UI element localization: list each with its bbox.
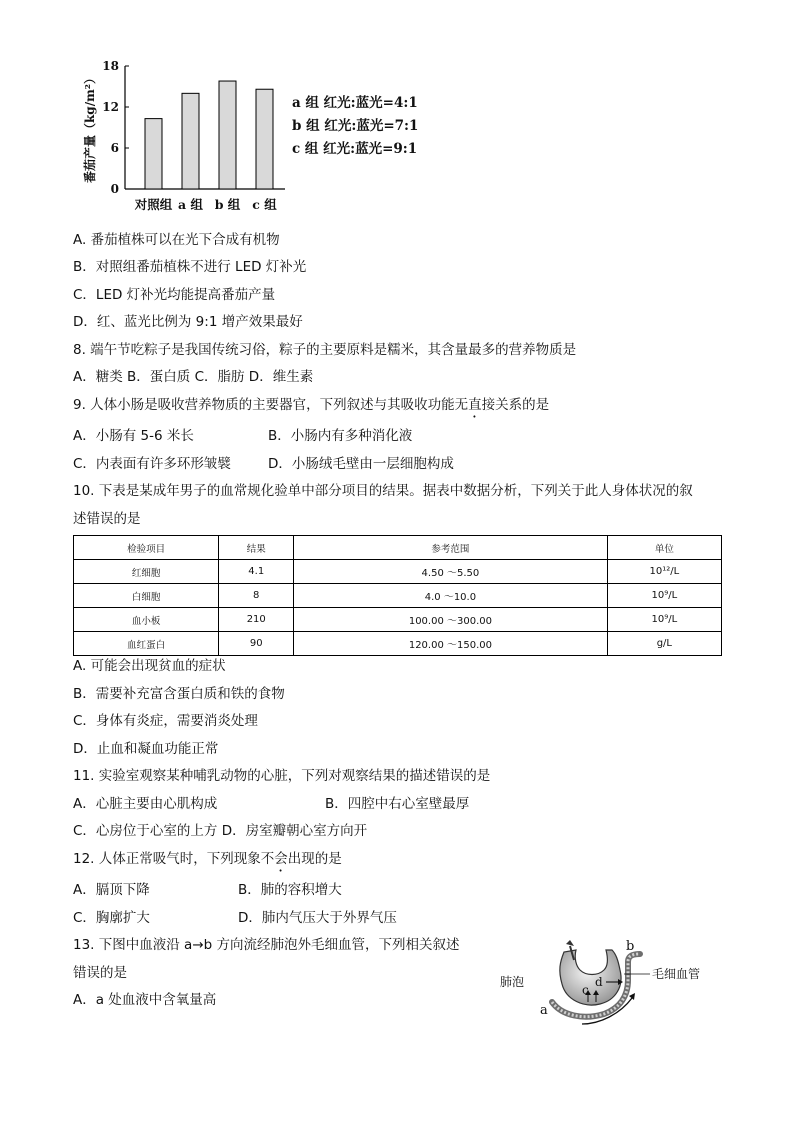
legend-item-a: a 组 红光:蓝光=4:1: [292, 95, 418, 111]
alveolus-capillary-diagram: [500, 940, 730, 1025]
q13-stem-line2: 错误的是: [73, 965, 127, 981]
q12-option-c: C．胸廓扩大: [73, 910, 150, 926]
table-cell: 10⁹/L: [607, 608, 721, 632]
q10-option-a: A. 可能会出现贫血的症状: [73, 658, 226, 674]
table-header: 检验项目: [74, 536, 219, 560]
q12-stem: [73, 850, 342, 875]
table-cell: 120.00 ～150.00: [294, 632, 608, 656]
q10-stem-line2: 述错误的是: [73, 511, 141, 527]
x-tick-label: c 组: [252, 197, 277, 212]
table-header: 单位: [607, 536, 721, 560]
q9-stem: [73, 396, 549, 421]
bar-1: [182, 93, 199, 189]
q11-options-cd: C．心房位于心室的上方 D．房室瓣朝心室方向开: [73, 823, 368, 839]
q9-option-c: C．内表面有许多环形皱襞: [73, 456, 231, 472]
label-d: d: [595, 975, 603, 989]
q12-option-a: A．膈顶下降: [73, 882, 150, 898]
table-cell: 4.1: [219, 560, 294, 584]
table-cell: 8: [219, 584, 294, 608]
x-tick-label: b 组: [214, 197, 241, 212]
q8-stem: 8. 端午节吃粽子是我国传统习俗，粽子的主要原料是糯米，其含量最多的营养物质是: [73, 342, 577, 358]
label-c: c: [582, 983, 589, 997]
q8-options: A．糖类 B．蛋白质 C．脂肪 D．维生素: [73, 369, 314, 385]
table-cell: 210: [219, 608, 294, 632]
y-tick-label: 0: [110, 182, 119, 196]
q9-emphasis: 直: [468, 397, 482, 413]
q9-option-b: B．小肠内有多种消化液: [268, 428, 413, 444]
legend-item-b: b 组 红光:蓝光=7:1: [292, 118, 419, 134]
alveolus-shape: [560, 950, 621, 1005]
table-header: 结果: [219, 536, 294, 560]
q10-stem-line1: 10. 下表是某成年男子的血常规化验单中部分项目的结果。据表中数据分析，下列关于此人身体状况的叙: [73, 483, 693, 499]
x-tick-label: 对照组: [134, 197, 173, 212]
label-capillary: 毛细血管: [652, 967, 701, 981]
y-tick-label: 12: [102, 100, 119, 114]
bar-0: [145, 119, 162, 189]
y-tick-label: 6: [110, 141, 119, 155]
blood-test-table: [73, 535, 722, 656]
q11-option-b: B．四腔中右心室壁最厚: [325, 796, 470, 812]
legend-item-c: c 组 红光:蓝光=9:1: [292, 141, 418, 157]
table-row: [74, 560, 722, 584]
table-cell: 4.0 ～10.0: [294, 584, 608, 608]
q9-option-d: D．小肠绒毛壁由一层细胞构成: [268, 456, 454, 472]
table-row: [74, 584, 722, 608]
table-cell: 4.50 ～5.50: [294, 560, 608, 584]
q10-option-c: C．身体有炎症，需要消炎处理: [73, 713, 258, 729]
q12-emphasis: 会: [274, 851, 288, 867]
tomato-yield-bar-chart: [70, 55, 290, 220]
table-cell: 90: [219, 632, 294, 656]
bar-2: [219, 81, 236, 189]
q11-stem: 11. 实验室观察某种哺乳动物的心脏，下列对观察结果的描述错误的是: [73, 768, 491, 784]
q12-option-d: D．肺内气压大于外界气压: [238, 910, 397, 926]
table-header-row: [74, 536, 722, 560]
x-tick-label: a 组: [178, 197, 203, 212]
q12-stem-post: 出现的是: [287, 851, 342, 867]
label-b: b: [626, 940, 635, 954]
q10-option-b: B．需要补充富含蛋白质和铁的食物: [73, 686, 285, 702]
q7-option-d: D．红、蓝光比例为 9:1 增产效果最好: [73, 314, 303, 330]
q7-option-c: C．LED 灯补光均能提高番茄产量: [73, 287, 276, 303]
q9-stem-pre: 9. 人体小肠是吸收营养物质的主要器官，下列叙述与其吸收功能无: [73, 397, 469, 413]
q9-option-a: A．小肠有 5-6 米长: [73, 428, 194, 444]
q12-stem-pre: 12. 人体正常吸气时，下列现象不: [73, 851, 275, 867]
y-tick-label: 18: [102, 59, 119, 73]
table-row: [74, 632, 722, 656]
q9-stem-post: 接关系的是: [481, 397, 550, 413]
table-cell: 血小板: [74, 608, 219, 632]
table-header: 参考范围: [294, 536, 608, 560]
label-a: a: [540, 1003, 548, 1018]
q7-option-a: A. 番茄植株可以在光下合成有机物: [73, 232, 280, 248]
table-cell: 10¹²/L: [607, 560, 721, 584]
bar-3: [256, 89, 273, 189]
table-cell: 100.00 ～300.00: [294, 608, 608, 632]
q13-stem-line1: 13. 下图中血液沿 a→b 方向流经肺泡外毛细血管，下列相关叙述: [73, 937, 460, 953]
table-cell: 血红蛋白: [74, 632, 219, 656]
q7-option-b: B．对照组番茄植株不进行 LED 灯补光: [73, 259, 307, 275]
table-cell: g/L: [607, 632, 721, 656]
table-cell: 白细胞: [74, 584, 219, 608]
table-cell: 红细胞: [74, 560, 219, 584]
table-row: [74, 608, 722, 632]
q11-option-a: A．心脏主要由心肌构成: [73, 796, 218, 812]
q13-option-a: A．a 处血液中含氧量高: [73, 992, 217, 1008]
table-cell: 10⁹/L: [607, 584, 721, 608]
q10-option-d: D．止血和凝血功能正常: [73, 741, 219, 757]
label-alveolus: 肺泡: [500, 975, 525, 989]
q12-option-b: B．肺的容积增大: [238, 882, 342, 898]
y-axis-title: 番茄产量（kg/m²）: [83, 71, 97, 184]
